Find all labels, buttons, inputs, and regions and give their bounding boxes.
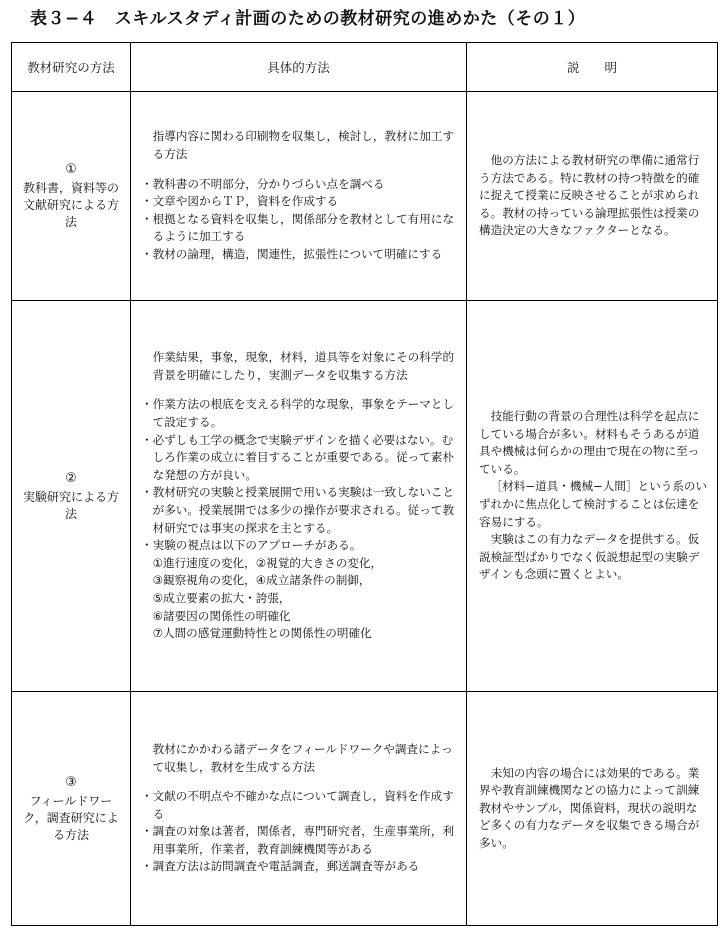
table-header-row <box>12 43 718 92</box>
approach-item: ⑤成立要素の拡大・誇張， <box>152 590 291 605</box>
explain-paragraph: 他の方法による教材研究の準備に通常行う方法である。特に教材の持つ特徴を的確に捉えて授業に反映させることが求められる。教材の持っている論理拡張性は授業の構造決定の大きなファクターとなる。 <box>479 153 700 238</box>
explain-paragraph: 未知の内容の場合には効果的である。業界や教育訓練機関などの協力によって訓練教材やサンプル，関係資料，現状の説明など多くの有力なデータを収集できる場合が多い。 <box>479 765 700 850</box>
specific-lead: 作業結果，事象，現象，材料，道具等を対象にその科学的背景を明確にしたり，実測データを収集する方法 <box>152 350 455 382</box>
explain-cell <box>467 301 718 692</box>
table-row <box>12 692 718 926</box>
specific-list <box>141 788 458 876</box>
list-item: ・教材研究の実験と授業展開で用いる実験は一致しないことが多い。授業展開では多少の操作が要求される。従って教材研究では事実の探求を主とする。 <box>141 485 455 535</box>
list-item: ・実験の視点は以下のアプローチがある。 <box>141 538 362 553</box>
method-number: ② <box>65 470 77 486</box>
approach-item: ⑥諸要因の関係性の明確化 <box>152 608 291 623</box>
method-cell <box>12 301 131 692</box>
list-item: ・教科書の不明部分，分かりづらい点を調べる <box>141 176 385 191</box>
approach-item: ⑦人間の感覚運動特性との関係性の明確化 <box>152 626 372 641</box>
explain-cell <box>467 92 718 301</box>
list-item: ・必ずしも工学の概念で実験デザインを描く必要はない。むしろ作業の成立に着目することが重要である。従って素朴な発想の方が良い。 <box>141 432 455 482</box>
specific-cell <box>131 92 467 301</box>
list-item: ・作業方法の根底を支える科学的な現象，事象をテーマとして設定する。 <box>141 397 455 430</box>
list-item: ・教材の論理，構造，関連性，拡張性について明確にする <box>141 246 443 261</box>
approach-item: ①進行速度の変化，②視覚的大きさの変化， <box>152 555 383 570</box>
method-cell <box>12 92 131 301</box>
explain-cell <box>467 692 718 926</box>
explain-paragraph: 実験はこの有力なデータを提供する。仮説検証型ばかりでなく仮説想起型の実験デザインも念頭に置くとよい。 <box>479 532 700 582</box>
method-label: 実験研究による方法 <box>22 489 119 521</box>
specific-cell <box>131 692 467 926</box>
method-cell <box>12 692 131 926</box>
method-label: フィールドワーク，調査研究による方法 <box>23 793 119 842</box>
explain-paragraph: ［材料−道具・機械−人間］という系のいずれかに焦点化して検討することは伝達を容易にする。 <box>479 479 708 529</box>
header-method: 教材研究の方法 <box>12 43 131 92</box>
list-item: ・根拠となる資料を収集し，関係部分を教材として有用になるように加工する <box>141 211 455 244</box>
header-explain: 説 明 <box>467 43 718 92</box>
specific-lead: 指導内容に関わる印刷物を収集し，検討し，教材に加工する方法 <box>152 129 455 162</box>
specific-list <box>141 396 458 554</box>
method-label: 教科書，資料等の文献研究による方法 <box>22 181 119 229</box>
method-table <box>11 42 718 926</box>
list-item: ・調査の対象は著者，関係者，専門研究者，生産事業所，利用事業所，作業者，教育訓練機関等がある <box>141 824 455 856</box>
page-title: 表３−４ スキルスタディ計画のための教材研究の進めかた（その１） <box>30 9 586 29</box>
list-item: ・調査方法は訪問調査や電話調査，郵送調査等がある <box>141 859 420 874</box>
header-specific: 具体的方法 <box>131 43 467 92</box>
specific-cell <box>131 301 467 692</box>
method-number: ③ <box>65 774 77 790</box>
list-item: ・文章や図からＴＰ，資料を作成する <box>141 194 339 209</box>
list-item: ・文献の不明点や不確かな点について調査し，資料を作成する <box>141 789 454 821</box>
approach-item: ③観察視角の変化，④成立諸条件の制御， <box>152 573 371 588</box>
specific-lead: 教材にかかわる諸データをフィールドワークや調査によって収集し，教材を生成する方法 <box>152 741 453 774</box>
table-row <box>12 92 718 301</box>
explain-paragraph: 技能行動の背景の合理性は科学を起点にしている場合が多い。材料もそうあるが道具や機械は何らかの理由で現在の物に至っている。 <box>479 409 700 476</box>
specific-list <box>141 176 458 264</box>
table-row <box>12 301 718 692</box>
method-number: ① <box>65 162 77 177</box>
